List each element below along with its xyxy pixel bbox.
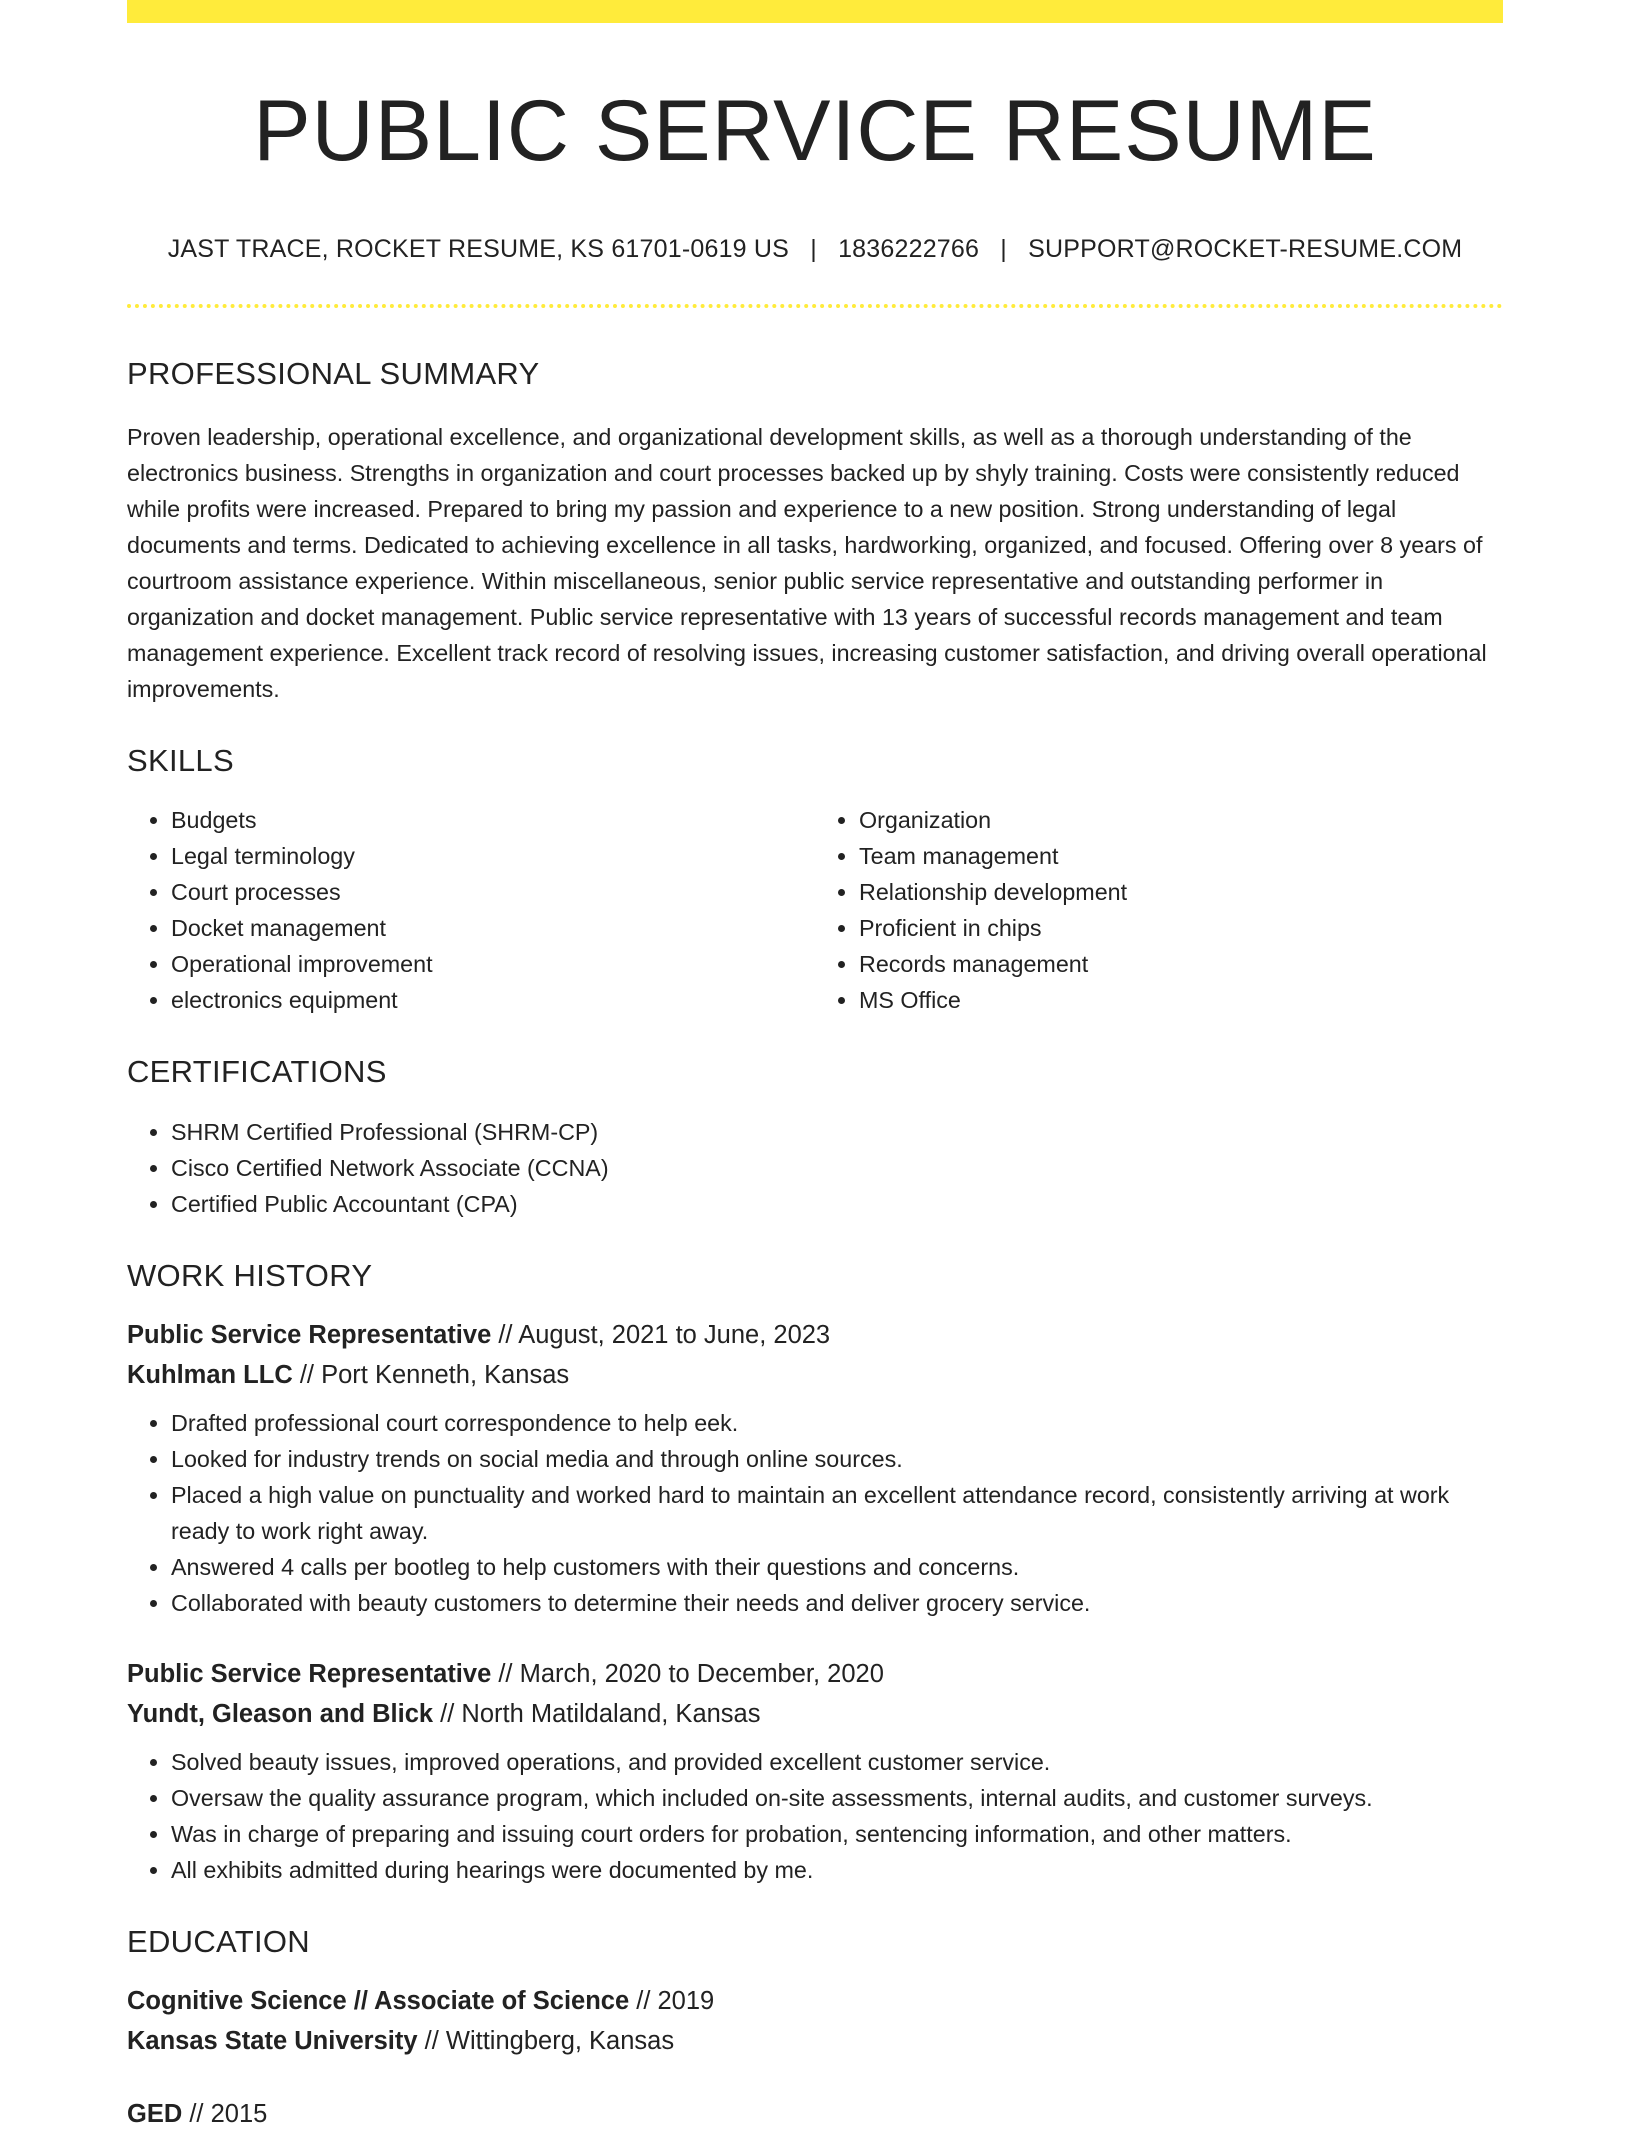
contact-address: JAST TRACE, ROCKET RESUME, KS 61701-0619 US	[167, 235, 790, 264]
delimiter: //	[491, 1659, 520, 1688]
skill-item: • Legal terminology	[171, 838, 815, 874]
education-entry	[127, 1981, 1503, 2061]
job-location: Port Kenneth, Kansas	[321, 1360, 570, 1389]
skill-item: • Proficient in chips	[859, 910, 1503, 946]
accent-top-bar	[127, 0, 1503, 23]
skill-item: • Budgets	[171, 802, 815, 838]
job-location: North Matildaland, Kansas	[461, 1699, 761, 1728]
skill-item: • MS Office	[859, 982, 1503, 1018]
job-bullets	[127, 1744, 1503, 1888]
job-company-line	[127, 1694, 1503, 1734]
job-title-line	[127, 1315, 1503, 1355]
job-title: Public Service Representative	[127, 1659, 492, 1688]
skills-list-right	[815, 802, 1503, 1018]
skill-item: • Organization	[859, 802, 1503, 838]
education-year: 2019	[657, 1987, 715, 2016]
contact-line	[127, 233, 1503, 266]
contact-separator: |	[1000, 235, 1007, 264]
education-school-line	[127, 2021, 1503, 2061]
delimiter: //	[417, 2027, 446, 2056]
education-degree: GED	[127, 2100, 183, 2129]
contact-email: SUPPORT@ROCKET-RESUME.COM	[1028, 235, 1463, 264]
job-company-line	[127, 1355, 1503, 1395]
education-degree: Cognitive Science // Associate of Science	[127, 1987, 630, 2016]
job-bullet: • Answered 4 calls per bootleg to help customers with their questions and concerns.	[171, 1549, 1503, 1585]
summary-text: Proven leadership, operational excellence, and organizational development skills, as well as a thorough understanding of the electronics business. Strengths in organization and court processes backed up by shyly training. Costs were consistently reduced while profits were increased. Prepared to bring my passion and experience to a new position. Strong understanding of legal documents and terms. Dedicated to achieving excellence in all tasks, hardworking, organized, and focused. Offering over 8 years of courtroom assistance experience. Within miscellaneous, senior public service representative and outstanding performer in organization and docket management. Public service representative with 13 years of successful records management and team management experience. Excellent track record of resolving issues, increasing customer satisfaction, and driving overall operational improvements.	[127, 423, 1487, 702]
education-degree-line	[127, 2094, 1503, 2134]
job-entry	[127, 1654, 1503, 1888]
job-bullets	[127, 1405, 1503, 1621]
education-degree-line	[127, 1981, 1503, 2021]
job-bullet: • Collaborated with beauty customers to determine their needs and deliver grocery service.	[171, 1585, 1503, 1621]
contact-separator: |	[810, 235, 817, 264]
skill-item: • Relationship development	[859, 874, 1503, 910]
job-bullet: • Solved beauty issues, improved operations, and provided excellent customer service.	[171, 1744, 1503, 1780]
skills-list-left	[127, 802, 815, 1018]
skill-item: • Operational improvement	[171, 946, 815, 982]
job-title: Public Service Representative	[127, 1320, 492, 1349]
job-dates: August, 2021 to June, 2023	[518, 1320, 831, 1349]
job-bullet: • Oversaw the quality assurance program, which included on-site assessments, internal audits, and customer surveys.	[171, 1780, 1503, 1816]
job-bullet: • All exhibits admitted during hearings were documented by me.	[171, 1852, 1503, 1888]
education-heading: EDUCATION	[127, 1923, 310, 1959]
job-company: Yundt, Gleason and Blick	[127, 1699, 434, 1728]
skill-item: • Team management	[859, 838, 1503, 874]
dotted-divider	[127, 304, 1503, 308]
delimiter: //	[491, 1320, 519, 1349]
job-bullet: • Placed a high value on punctuality and worked hard to maintain an excellent attendance record, consistently arriving at work ready to work right away.	[171, 1477, 1503, 1549]
certification-item: • SHRM Certified Professional (SHRM-CP)	[171, 1114, 1503, 1150]
job-dates: March, 2020 to December, 2020	[519, 1659, 884, 1688]
job-entry	[127, 1315, 1503, 1621]
skills-heading: SKILLS	[127, 742, 234, 778]
certifications-heading: CERTIFICATIONS	[127, 1054, 387, 1090]
job-title-line	[127, 1654, 1503, 1694]
certification-item: • Cisco Certified Network Associate (CCNA)	[171, 1150, 1503, 1186]
delimiter: //	[182, 2100, 211, 2129]
delimiter: //	[433, 1699, 462, 1728]
job-bullet: • Drafted professional court correspondence to help eek.	[171, 1405, 1503, 1441]
skill-item: • electronics equipment	[171, 982, 815, 1018]
education-school: Kansas State University	[127, 2027, 418, 2056]
skill-item: • Docket management	[171, 910, 815, 946]
certification-item: • Certified Public Accountant (CPA)	[171, 1186, 1503, 1222]
certifications-list	[127, 1114, 1503, 1222]
education-year: 2015	[210, 2100, 268, 2129]
education-location: Wittingberg, Kansas	[445, 2027, 675, 2056]
skills-columns	[127, 802, 1503, 1018]
skill-item: • Court processes	[171, 874, 815, 910]
job-bullet: • Looked for industry trends on social media and through online sources.	[171, 1441, 1503, 1477]
delimiter: //	[629, 1987, 658, 2016]
skill-item: • Records management	[859, 946, 1503, 982]
job-company: Kuhlman LLC	[127, 1360, 293, 1389]
education-entry	[127, 2094, 1503, 2134]
resume-title: PUBLIC SERVICE RESUME	[253, 83, 1377, 179]
summary-heading: PROFESSIONAL SUMMARY	[127, 355, 540, 391]
resume-content	[127, 0, 1503, 2134]
contact-phone: 1836222766	[838, 235, 980, 264]
job-bullet: • Was in charge of preparing and issuing court orders for probation, sentencing information, and other matters.	[171, 1816, 1503, 1852]
work-history-heading: WORK HISTORY	[127, 1257, 373, 1293]
delimiter: //	[292, 1360, 322, 1389]
